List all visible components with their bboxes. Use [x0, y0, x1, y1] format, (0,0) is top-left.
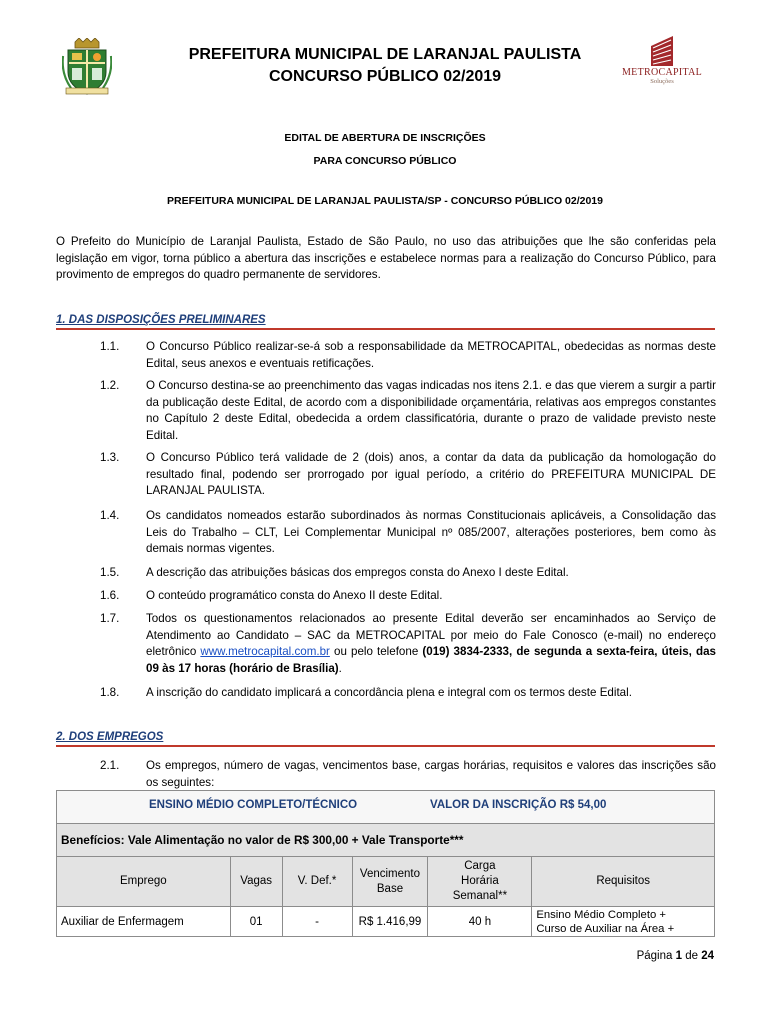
item-number: 2.1. — [100, 759, 120, 772]
list-item — [56, 450, 716, 500]
list-item — [56, 588, 716, 605]
item-text: A descrição das atribuições básicas dos empregos consta do Anexo I deste Edital. — [146, 566, 569, 579]
benefits-text: Benefícios: Vale Alimentação no valor de R$ 300,00 + Vale Transporte*** — [57, 824, 715, 857]
header-line: Semanal** — [452, 890, 508, 902]
cell-requisitos — [532, 907, 715, 937]
cell-carga: 40 h — [428, 907, 532, 937]
item-text: O conteúdo programático consta do Anexo II deste Edital. — [146, 589, 443, 602]
education-level: ENSINO MÉDIO COMPLETO/TÉCNICO — [149, 799, 358, 811]
jobs-table — [56, 790, 715, 937]
item-text-part: . — [338, 661, 342, 675]
table-row — [57, 907, 715, 937]
logo-subtitle: Soluções — [650, 78, 674, 85]
logo-name: METROCAPITAL — [621, 67, 703, 78]
list-item — [56, 685, 716, 702]
title-line-1: PREFEITURA MUNICIPAL DE LARANJAL PAULISTA — [188, 46, 582, 63]
requisito-line: Ensino Médio Completo + — [536, 908, 666, 921]
item-number: 1.5. — [100, 566, 120, 579]
item-text: O Concurso Público terá validade de 2 (dois) anos, a contar da data da publicação da homologação do resultado final, podendo ser prorrogado por igual período, a critério do PREFEITURA MUNICIPAL DE LARANJAL PAULISTA. — [146, 451, 716, 497]
section-2-title: 2. DOS EMPREGOS — [56, 731, 715, 747]
col-header-vdef: V. Def.* — [282, 857, 352, 907]
header-line: Vencimento — [359, 867, 421, 880]
contact-hours-text: (019) 3834-2333, de segunda a sexta-feira, úteis, das 09 às 17 horas (horário de Brasília) — [146, 645, 716, 675]
metrocapital-logo — [612, 34, 712, 92]
list-item — [56, 611, 716, 677]
cell-vagas: 01 — [230, 907, 282, 937]
item-text — [146, 611, 716, 677]
item-number: 1.2. — [100, 379, 120, 392]
item-number: 1.6. — [100, 589, 120, 602]
edital-heading-line-1: EDITAL DE ABERTURA DE INSCRIÇÕES — [284, 132, 486, 144]
col-header-vagas: Vagas — [230, 857, 282, 907]
item-number: 1.8. — [100, 686, 120, 699]
table-header-row — [57, 857, 715, 907]
item-number: 1.7. — [100, 612, 120, 625]
item-number: 1.1. — [100, 340, 120, 353]
item-text: O Concurso Público realizar-se-á sob a responsabilidade da METROCAPITAL, obedecidas as normas deste Edital, seus anexos e eventuais retificações. — [146, 340, 716, 370]
item-text: O Concurso destina-se ao preenchimento das vagas indicadas nos itens 2.1. e das que vierem a surgir a partir da publicação deste Edital, de acordo com a disponibilidade orçamentária, relativas aos empregos constantes no Capítulo 2 deste Edital, obedecida a ordem classificatória, durante o prazo de validade previsto neste Edital. — [146, 379, 716, 442]
col-header-emprego: Emprego — [57, 857, 231, 907]
edital-heading-line-2: PARA CONCURSO PÚBLICO — [313, 155, 457, 167]
page-title — [160, 44, 610, 88]
current-page: 1 — [675, 950, 682, 962]
item-text-part: Todos os questionamentos relacionados ao presente Edital deverão ser encaminhados ao Serviço de Atendimento ao Candidato – SAC da METROCAPITAL por meio do Fale Conosco (e-mail) no endereço eletrônico — [146, 612, 716, 658]
list-item — [56, 758, 716, 791]
header-line: Horária — [461, 875, 499, 887]
table-benefits-row — [57, 824, 715, 857]
item-text-part: ou pelo telefone — [329, 645, 423, 658]
list-item — [56, 565, 716, 582]
page-label: Página — [636, 950, 673, 962]
intro-paragraph: O Prefeito do Município de Laranjal Paulista, Estado de São Paulo, no uso das atribuições que lhe são conferidas pela legislação em vigor, torna público a abertura das inscrições e estabelece normas para a realização do Concurso Público, para provimento de empregos do quadro permanente de servidores. — [56, 235, 716, 281]
item-text: Os candidatos nomeados estarão subordinados às normas Constitucionais aplicáveis, a Consolidação das Leis do Trabalho – CLT, Lei Complementar Municipal nº 085/2007, alterações posteriores, bem como às demais normas vigentes. — [146, 509, 716, 555]
of-label: de — [685, 950, 698, 962]
table-level-row — [57, 791, 715, 824]
item-text: A inscrição do candidato implicará a concordância plena e integral com os termos deste Edital. — [146, 686, 632, 699]
item-number: 1.4. — [100, 509, 120, 522]
page-number — [637, 950, 714, 962]
col-header-requisitos: Requisitos — [532, 857, 715, 907]
cell-emprego: Auxiliar de Enfermagem — [57, 907, 231, 937]
col-header-vencimento — [352, 857, 428, 907]
metrocapital-website-link[interactable]: www.metrocapital.com.br — [200, 645, 330, 658]
total-pages: 24 — [701, 950, 714, 962]
list-item — [56, 339, 716, 372]
cell-vdef: - — [282, 907, 352, 937]
item-number: 1.3. — [100, 451, 120, 464]
cell-vencimento: R$ 1.416,99 — [352, 907, 428, 937]
requisito-line: Curso de Auxiliar na Área + — [536, 922, 675, 935]
col-header-carga — [428, 857, 532, 907]
item-text: Os empregos, número de vagas, vencimentos base, cargas horárias, requisitos e valores das inscrições são os seguintes: — [146, 759, 716, 789]
title-line-2: CONCURSO PÚBLICO 02/2019 — [268, 68, 502, 85]
edital-subtitle: PREFEITURA MUNICIPAL DE LARANJAL PAULISTA/SP - CONCURSO PÚBLICO 02/2019 — [166, 195, 603, 207]
header-line: Base — [376, 882, 404, 895]
list-item — [56, 508, 716, 558]
header-line: Carga — [464, 860, 496, 872]
municipal-coat-of-arms-icon — [62, 38, 112, 96]
section-1-title: 1. DAS DISPOSIÇÕES PRELIMINARES — [56, 314, 715, 330]
building-logo-icon — [647, 34, 677, 66]
registration-fee: VALOR DA INSCRIÇÃO R$ 54,00 — [430, 799, 607, 811]
list-item — [56, 378, 716, 444]
